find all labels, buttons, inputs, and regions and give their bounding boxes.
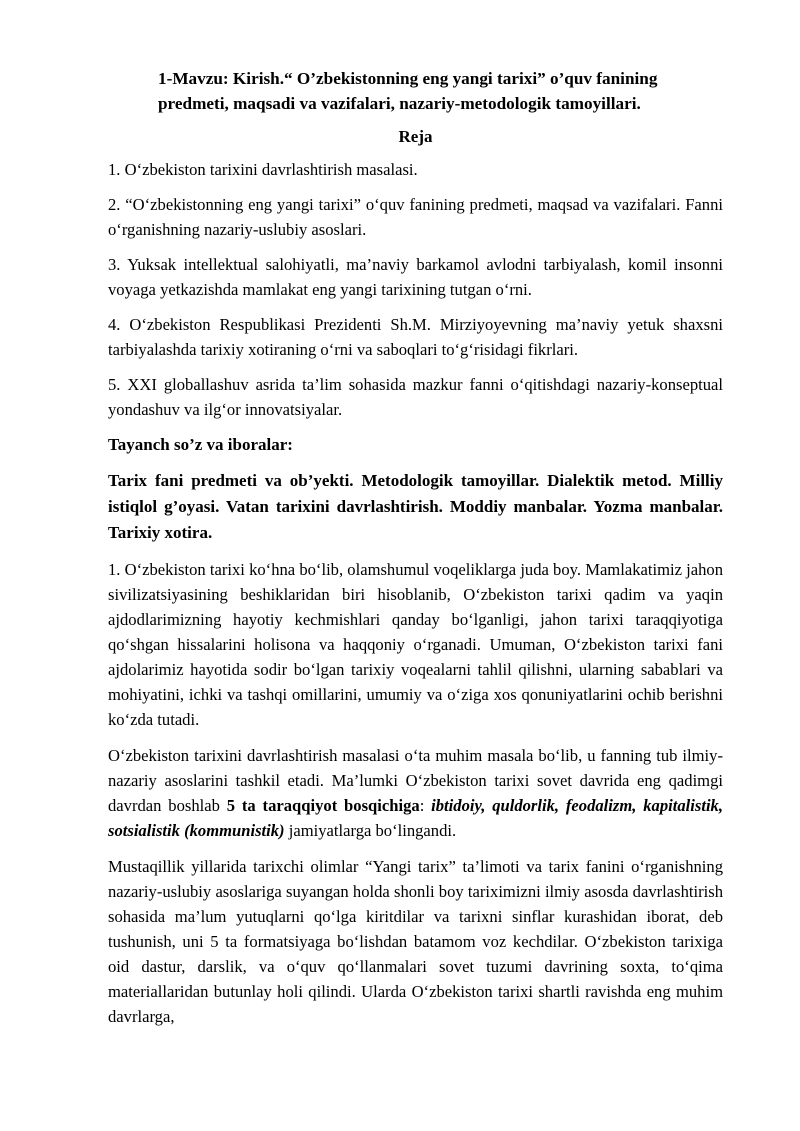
plan-item-1: 1. O‘zbekiston tarixini davrlashtirish masalasi.: [108, 160, 418, 179]
paragraph-2-colon: :: [419, 796, 432, 815]
paragraph-3: Mustaqillik yillarida tarixchi olimlar “Yangi tarix” ta’limoti va tarix fanini o‘rganishning nazariy-uslubiy asoslariga suyangan holda shonli boy tariximizni ilmiy asosda davrlashtirish sohasida ma’lum yutuqlarni qo‘lga kiritdilar va tarixni sinflar kurashidan iborat, deb tushunish, uni 5 ta formatsiyaga bo‘lishdan batamom voz kechdilar. O‘zbekiston tarixiga oid dastur, darslik, va o‘quv qo‘llanmalari sovet tuzumi davrining soxta, to‘qima materiallaridan butunlay holi qilindi. Ularda O‘zbekiston tarixi shartli ravishda eng muhim davrlarga,: [108, 857, 723, 1026]
paragraph-1: 1. O‘zbekiston tarixi ko‘hna bo‘lib, olamshumul voqeliklarga juda boy. Mamlakatimiz jahon sivilizatsiyasining beshiklaridan biri hisoblanib, O‘zbekiston tarixi qadim va yaqin ajdodlarimizning hayotiy kechmishlari qanday bo‘lganligi, jahon tarixi taraqqiyotiga qo‘shgan hissalarini holisona va haqqoniy o‘rganadi. Umuman, O‘zbekiston tarixi fani ajdolarimiz hayotida sodir bo‘lgan tarixiy voqealarni tahlil qilishni, ularning sabablari va mohiyatini, ichki va tashqi omillarini, umumiy va o‘ziga xos qonuniyatlarini ochib berishni ko‘zda tutadi.: [108, 560, 723, 729]
paragraph-2-text-a: O‘zbekiston tarixini davrlashtirish masalasi o‘ta muhim masala bo‘lib, u fanning tub ilmiy-nazariy asoslarini tashkil etadi. Ma’lumki O‘zbekiston tarixi sovet davrida eng qadimgi davrdan boshlab: [108, 746, 723, 815]
page-title: 1-Mavzu: Kirish.“ O’zbekistonning eng yangi tarixi” o’quv fanining predmeti, maqsadi va vazifalari, nazariy-metodologik tamoyillari.: [158, 69, 658, 113]
paragraph-2-text-b: jamiyatlarga bo‘lingandi.: [284, 821, 457, 840]
keywords-heading: Tayanch so’z va iboralar:: [108, 435, 293, 454]
plan-heading: Reja: [398, 127, 433, 146]
paragraph-2-bold-phrase: 5 ta taraqqiyot bosqichiga: [226, 796, 420, 815]
plan-item-5: 5. XXI globallashuv asrida ta’lim sohasida mazkur fanni o‘qitishdagi nazariy-konseptual yondashuv va ilg‘or innovatsiyalar.: [108, 375, 723, 419]
paragraph-2: [108, 743, 723, 843]
document-page: [108, 66, 723, 1040]
keywords-text: Tarix fani predmeti va ob’yekti. Metodologik tamoyillar. Dialektik metod. Milliy istiqlol g’oyasi. Vatan tarixini davrlashtirish. Moddiy manbalar. Yozma manbalar. Tarixiy xotira.: [108, 471, 723, 542]
plan-item-4: 4. O‘zbekiston Respublikasi Prezidenti Sh.M. Mirziyoyevning ma’naviy yetuk shaxsni tarbiyalashda tarixiy xotiraning o‘rni va saboqlari to‘g‘risidagi fikrlari.: [108, 315, 723, 359]
paragraph-2-bold-italic-phrase: ibtidoiy, quldorlik, feodalizm, kapitalistik, sotsialistik (kommunistik): [108, 796, 724, 840]
plan-item-2: 2. “O‘zbekistonning eng yangi tarixi” o‘quv fanining predmeti, maqsad va vazifalari. Fanni o‘rganishning nazariy-uslubiy asoslari.: [108, 195, 723, 239]
plan-item-3: 3. Yuksak intellektual salohiyatli, ma’naviy barkamol avlodni tarbiyalash, komil insonni voyaga yetkazishda mamlakat eng yangi tarixining tutgan o‘rni.: [108, 255, 723, 299]
